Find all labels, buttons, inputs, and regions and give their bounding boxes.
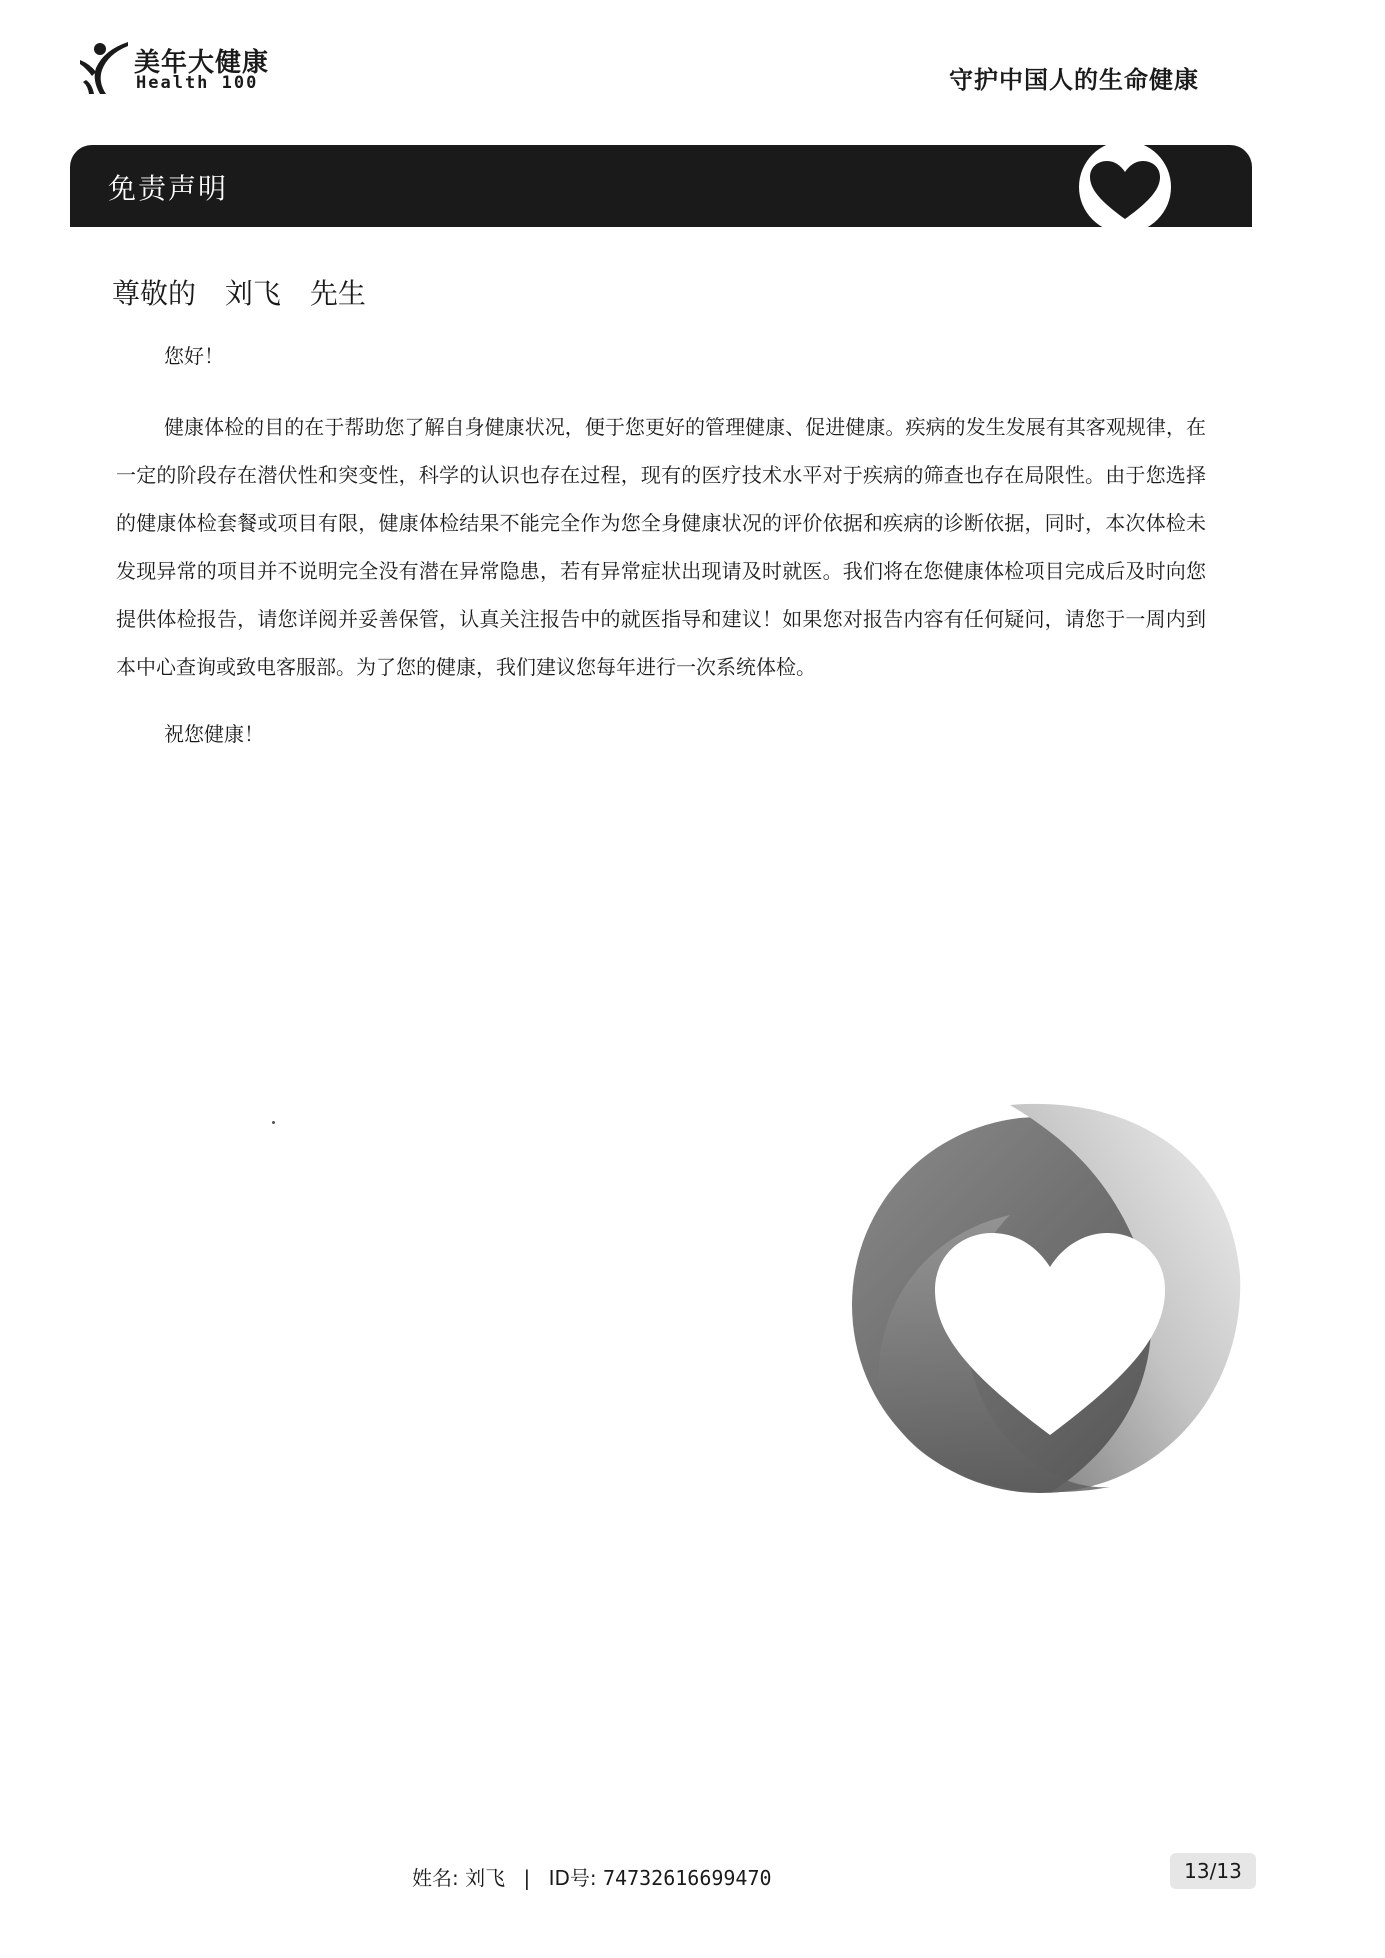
logo-name-en: Health 100 — [136, 73, 259, 93]
closing-text: 祝您健康！ — [164, 722, 264, 746]
footer-name-value: 刘飞 — [465, 1866, 506, 1890]
heart-icon — [1060, 145, 1190, 227]
heart-emblem-icon — [840, 1095, 1260, 1495]
logo-name-cn: 美年大健康 — [134, 48, 270, 78]
recipient-title: 先生 — [309, 277, 366, 310]
section-banner — [70, 145, 1252, 227]
header-slogan: 守护中国人的生命健康 — [949, 66, 1199, 94]
hello-text: 您好！ — [164, 344, 224, 368]
salutation — [112, 272, 386, 312]
footer-id-label: ID号: — [548, 1866, 597, 1890]
footer-name-label: 姓名: — [412, 1866, 459, 1890]
salutation-prefix: 尊敬的 — [112, 277, 197, 310]
logo — [78, 40, 318, 100]
footer-id-value: 74732616699470 — [602, 1866, 772, 1890]
page-number-badge: 13/13 — [1170, 1853, 1256, 1889]
disclaimer-body: 健康体检的目的在于帮助您了解自身健康状况，便于您更好的管理健康、促进健康。疾病的发生发展有其客观规律，在一定的阶段存在潜伏性和突变性，科学的认识也存在过程，现有的医疗技术水平对于疾病的筛查也存在局限性。由于您选择的健康体检套餐或项目有限，健康体检结果不能完全作为您全身健康状况的评价依据和疾病的诊断依据，同时，本次体检未发现异常的项目并不说明完全没有潜在异常隐患，若有异常症状出现请及时就医。我们将在您健康体检项目完成后及时向您提供体检报告，请您详阅并妥善保管，认真关注报告中的就医指导和建议！如果您对报告内容有任何疑问，请您于一周内到本中心查询或致电客服部。为了您的健康，我们建议您每年进行一次系统体检。 — [116, 415, 1206, 679]
footer-patient-info — [412, 1862, 772, 1891]
recipient-name: 刘飞 — [224, 277, 281, 310]
health100-logo-icon — [78, 40, 130, 96]
footer-separator: | — [523, 1866, 531, 1890]
speck — [272, 1121, 275, 1124]
section-title: 免责声明 — [108, 172, 229, 205]
